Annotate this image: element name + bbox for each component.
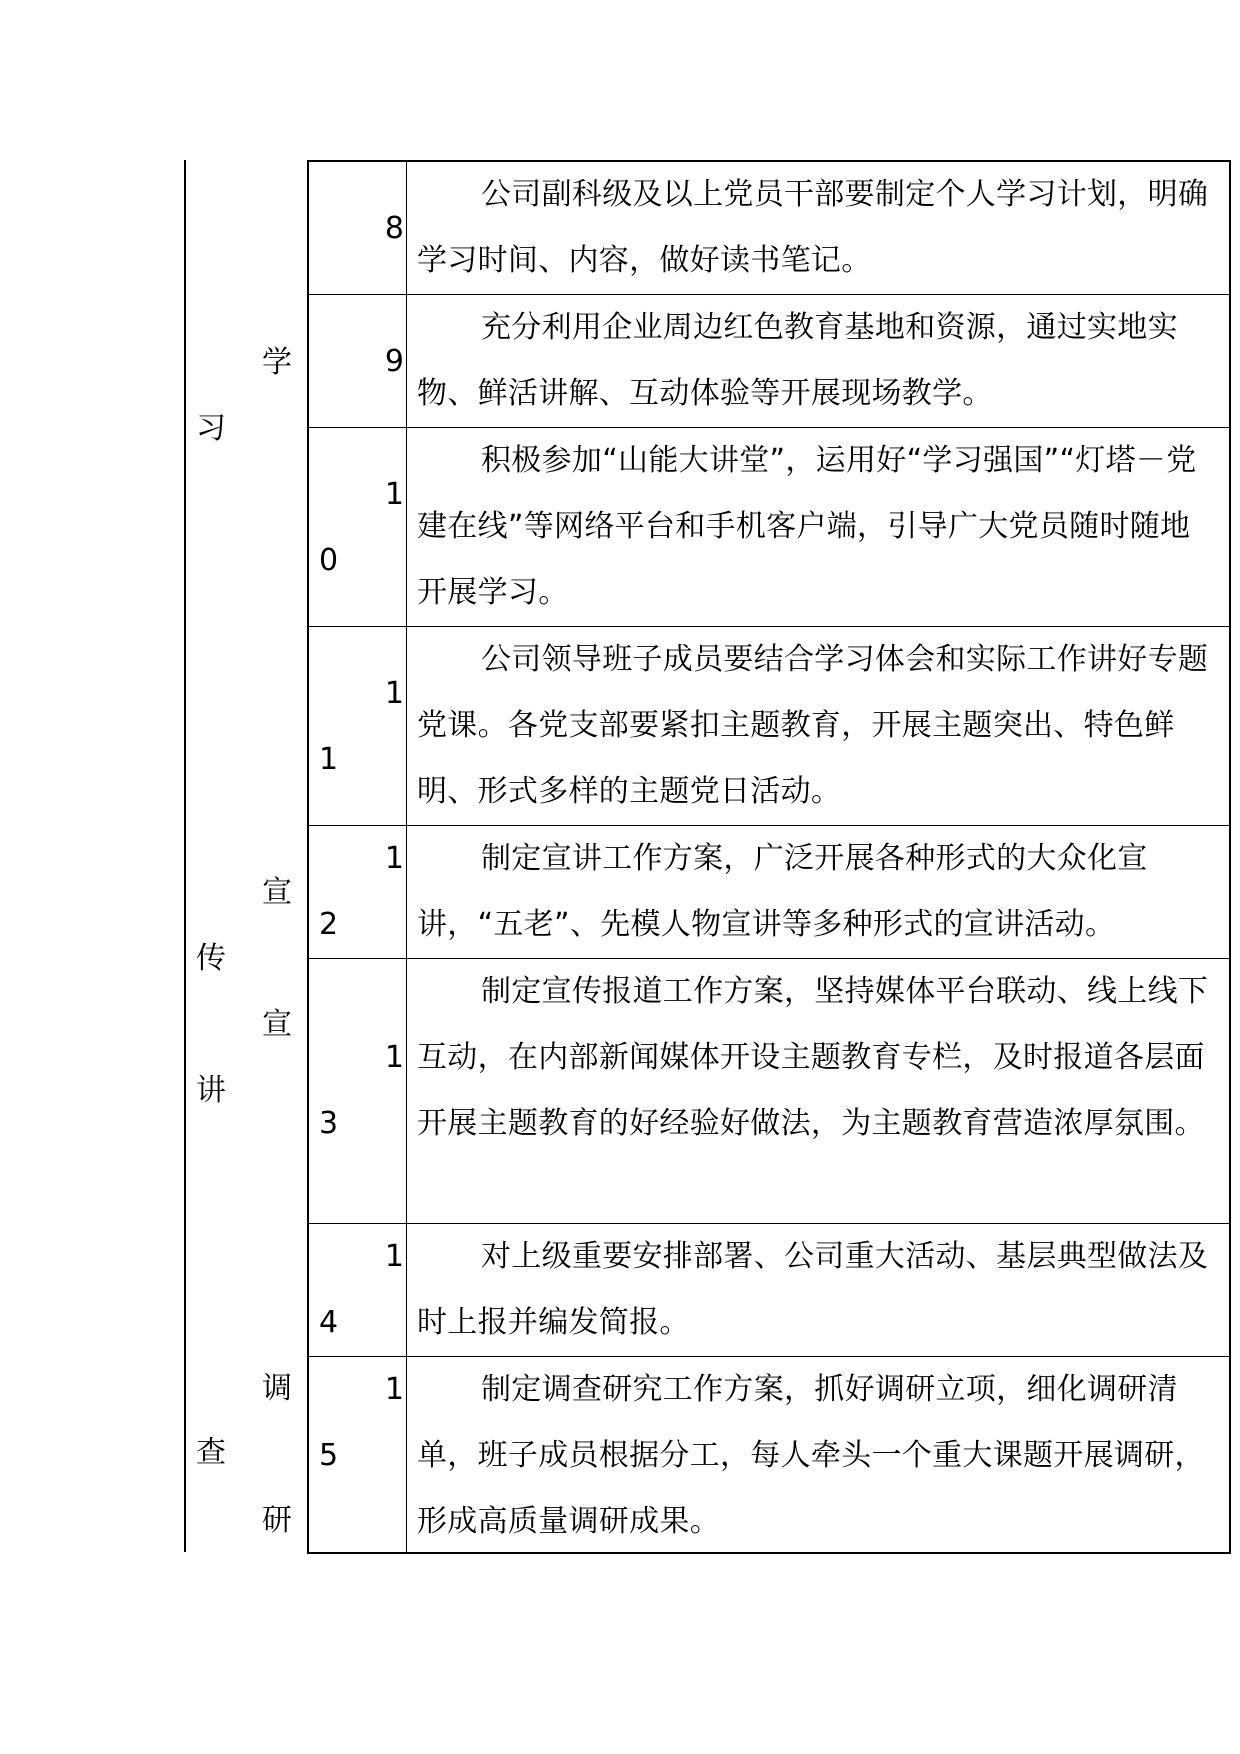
item-text: 公司副科级及以上党员干部要制定个人学习计划，明确学习时间、内容，做好读书笔记。 (417, 177, 1209, 278)
item-number-bottom: 5 (319, 1438, 339, 1473)
item-text: 制定宣讲工作方案，广泛开展各种形式的大众化宣讲，“五老”、先模人物宣讲等多种形式的宣讲活动。 (417, 841, 1148, 942)
item-text: 充分利用企业周边红色教育基地和资源，通过实地实物、鲜活讲解、互动体验等开展现场教学。 (417, 310, 1178, 411)
item-number-top: 8 (384, 211, 404, 246)
item-number-bottom: 3 (319, 1106, 339, 1141)
item-number (309, 959, 407, 1223)
item-number (309, 1357, 407, 1552)
item-text: 积极参加“山能大讲堂”，运用好“学习强国”“灯塔－党建在线”等网络平台和手机客户端，引导广大党员随时随地开展学习。 (417, 443, 1197, 610)
table-row (309, 627, 1229, 826)
category-inner-research-1: 调 (262, 1371, 292, 1406)
item-number-top: 1 (384, 841, 404, 876)
item-number (309, 627, 407, 825)
item-text: 公司领导班子成员要结合学习体会和实际工作讲好专题党课。各党支部要紧扣主题教育，开展主题突出、特色鲜明、形式多样的主题党日活动。 (417, 642, 1209, 809)
category-outer-study: 习 (196, 411, 226, 446)
item-number (309, 428, 407, 626)
item-number (309, 295, 407, 427)
category-outer-propaganda-1: 传 (196, 941, 226, 976)
item-number-bottom: 0 (319, 543, 339, 578)
category-inner-research-2: 研 (262, 1503, 292, 1538)
category-inner-study: 学 (262, 345, 292, 380)
category-inner-propaganda-1: 宣 (262, 875, 292, 910)
item-number-top: 9 (384, 344, 404, 379)
category-outer-propaganda-2: 讲 (196, 1073, 226, 1108)
work-items-table (307, 160, 1231, 1554)
item-number-bottom: 1 (319, 742, 339, 777)
item-text: 对上级重要安排部署、公司重大活动、基层典型做法及时上报并编发简报。 (417, 1239, 1209, 1340)
item-number-top: 1 (384, 1040, 404, 1075)
item-number-top: 1 (384, 1372, 404, 1407)
category-inner-propaganda-2: 宣 (262, 1007, 292, 1042)
table-row (309, 1357, 1229, 1552)
item-number-bottom: 4 (319, 1305, 339, 1340)
item-number (309, 826, 407, 958)
table-row (309, 295, 1229, 428)
item-number (309, 162, 407, 294)
table-row (309, 428, 1229, 627)
table-row (309, 1224, 1229, 1357)
category-outer-research: 查 (196, 1435, 226, 1470)
item-number (309, 1224, 407, 1356)
item-number-top: 1 (384, 676, 404, 711)
table-row (309, 959, 1229, 1224)
item-number-top: 1 (384, 477, 404, 512)
table-row (309, 826, 1229, 959)
item-text: 制定宣传报道工作方案，坚持媒体平台联动、线上线下互动，在内部新闻媒体开设主题教育专栏，及时报道各层面开展主题教育的好经验好做法，为主题教育营造浓厚氛围。 (417, 974, 1209, 1141)
item-number-top: 1 (384, 1239, 404, 1274)
item-number-bottom: 2 (319, 907, 339, 942)
item-text: 制定调查研究工作方案，抓好调研立项，细化调研清单，班子成员根据分工，每人牵头一个重大课题开展调研，形成高质量调研成果。 (417, 1372, 1205, 1539)
table-left-border (184, 160, 186, 1552)
table-row (309, 162, 1229, 295)
